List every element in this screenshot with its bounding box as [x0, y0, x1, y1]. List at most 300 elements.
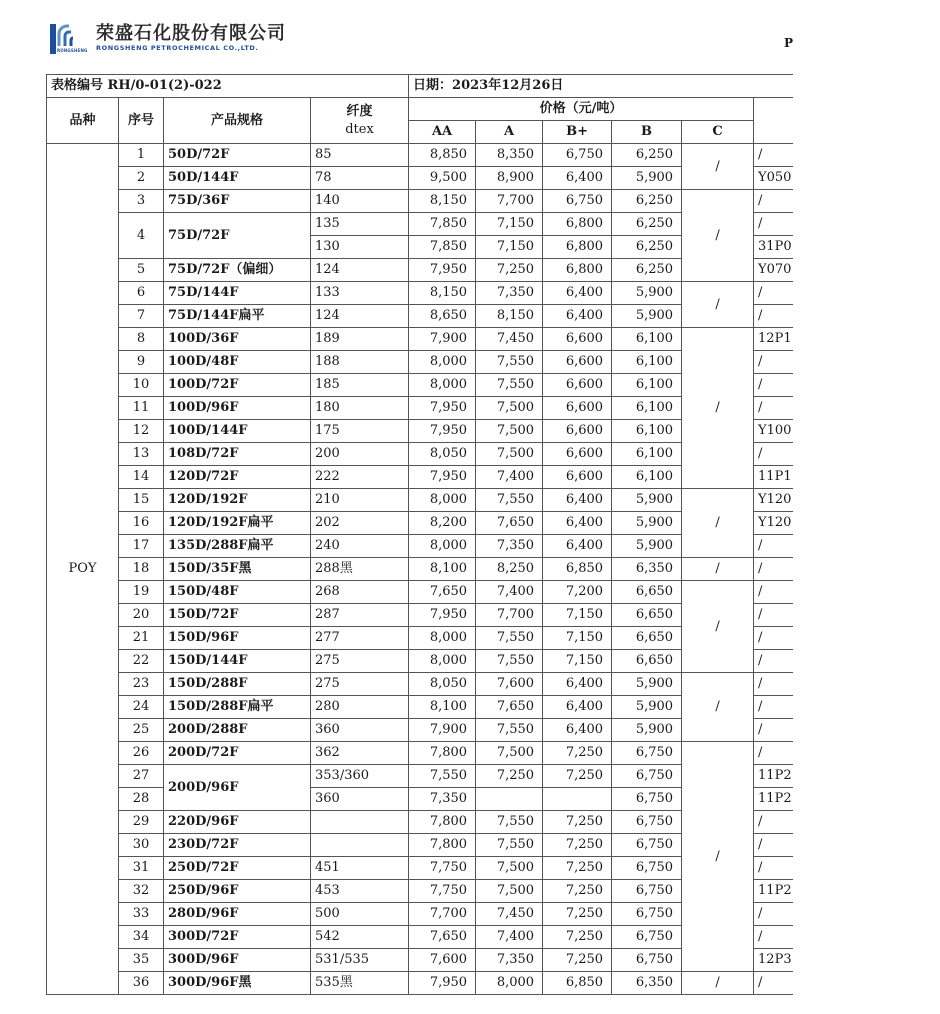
price-aa-cell: 7,950	[409, 397, 476, 420]
seq-cell: 25	[119, 719, 164, 742]
table-row	[47, 811, 793, 834]
table-row	[47, 627, 793, 650]
spec-cell: 300D/72F	[164, 926, 311, 949]
spec-cell: 75D/72F	[164, 213, 311, 259]
price-a-cell: 7,650	[476, 696, 543, 719]
dtex-cell: 268	[311, 581, 409, 604]
price-aa-cell: 7,800	[409, 811, 476, 834]
price-aa-cell: 8,100	[409, 558, 476, 581]
dtex-cell: 200	[311, 443, 409, 466]
price-aa-cell: 7,850	[409, 213, 476, 236]
price-aa-cell: 7,750	[409, 880, 476, 903]
price-aa-cell: 8,000	[409, 351, 476, 374]
table-row	[47, 972, 793, 995]
code-cell: /	[754, 742, 793, 765]
spec-cell: 50D/72F	[164, 144, 311, 167]
spec-cell: 250D/96F	[164, 880, 311, 903]
price-bplus-cell: 6,600	[543, 466, 612, 489]
seq-cell: 35	[119, 949, 164, 972]
price-bplus-cell: 6,750	[543, 190, 612, 213]
price-bplus-cell: 6,400	[543, 305, 612, 328]
price-aa-cell: 8,850	[409, 144, 476, 167]
code-cell: 11P2	[754, 788, 793, 811]
seq-cell: 31	[119, 857, 164, 880]
form-number: 表格编号 RH/0-01(2)-022	[47, 75, 409, 98]
table-row	[47, 834, 793, 857]
price-a-cell: 8,250	[476, 558, 543, 581]
dtex-cell: 180	[311, 397, 409, 420]
price-b-cell: 6,100	[612, 328, 682, 351]
page-mark: P	[784, 36, 794, 50]
price-a-cell: 7,450	[476, 328, 543, 351]
price-bplus-cell: 6,600	[543, 420, 612, 443]
dtex-cell: 360	[311, 788, 409, 811]
seq-cell: 32	[119, 880, 164, 903]
dtex-cell: 451	[311, 857, 409, 880]
code-cell: /	[754, 972, 793, 995]
price-c-cell: /	[682, 328, 754, 489]
price-a-cell: 7,550	[476, 811, 543, 834]
price-a-cell: 8,150	[476, 305, 543, 328]
table-row	[47, 903, 793, 926]
table-row	[47, 788, 793, 811]
price-aa-cell: 7,350	[409, 788, 476, 811]
price-bplus-cell: 7,250	[543, 903, 612, 926]
table-row	[47, 719, 793, 742]
spec-cell: 200D/72F	[164, 742, 311, 765]
dtex-cell: 135	[311, 213, 409, 236]
table-row	[47, 535, 793, 558]
price-bplus-cell: 7,150	[543, 627, 612, 650]
price-b-cell: 6,750	[612, 765, 682, 788]
dtex-cell: 362	[311, 742, 409, 765]
seq-cell: 14	[119, 466, 164, 489]
price-c-cell: /	[682, 489, 754, 558]
price-a-cell: 7,250	[476, 259, 543, 282]
price-bplus-cell: 6,850	[543, 558, 612, 581]
price-a-cell: 7,450	[476, 903, 543, 926]
seq-cell: 27	[119, 765, 164, 788]
code-cell: /	[754, 650, 793, 673]
price-bplus-cell: 6,400	[543, 719, 612, 742]
spec-cell: 300D/96F	[164, 949, 311, 972]
code-cell: /	[754, 926, 793, 949]
company-name-cn: 荣盛石化股份有限公司	[96, 23, 286, 44]
price-b-cell: 6,100	[612, 397, 682, 420]
dtex-cell: 542	[311, 926, 409, 949]
price-b-cell: 6,750	[612, 949, 682, 972]
price-a-cell: 7,500	[476, 397, 543, 420]
code-cell: /	[754, 903, 793, 926]
seq-cell: 28	[119, 788, 164, 811]
seq-cell: 3	[119, 190, 164, 213]
table-row	[47, 167, 793, 190]
price-b-cell: 6,250	[612, 144, 682, 167]
price-table	[46, 74, 793, 995]
spec-cell: 100D/144F	[164, 420, 311, 443]
col-grade-b: B	[612, 121, 682, 144]
seq-cell: 9	[119, 351, 164, 374]
seq-cell: 12	[119, 420, 164, 443]
price-bplus-cell: 7,250	[543, 765, 612, 788]
spec-cell: 150D/144F	[164, 650, 311, 673]
code-cell: 31P0	[754, 236, 793, 259]
table-row	[47, 351, 793, 374]
table-row	[47, 420, 793, 443]
code-cell: /	[754, 213, 793, 236]
dtex-cell: 275	[311, 673, 409, 696]
price-a-cell: 7,500	[476, 857, 543, 880]
price-c-cell: /	[682, 972, 754, 995]
seq-cell: 6	[119, 282, 164, 305]
spec-cell: 100D/96F	[164, 397, 311, 420]
price-a-cell: 7,550	[476, 719, 543, 742]
price-bplus-cell: 6,600	[543, 443, 612, 466]
code-cell: /	[754, 558, 793, 581]
dtex-cell: 531/535	[311, 949, 409, 972]
price-bplus-cell	[543, 788, 612, 811]
price-aa-cell: 8,150	[409, 282, 476, 305]
price-a-cell: 7,400	[476, 581, 543, 604]
code-cell: /	[754, 535, 793, 558]
table-row	[47, 374, 793, 397]
price-aa-cell: 7,700	[409, 903, 476, 926]
spec-cell: 75D/36F	[164, 190, 311, 213]
table-row	[47, 604, 793, 627]
table-row	[47, 466, 793, 489]
price-a-cell: 7,350	[476, 535, 543, 558]
price-bplus-cell: 6,800	[543, 236, 612, 259]
table-row	[47, 650, 793, 673]
spec-cell: 200D/288F	[164, 719, 311, 742]
seq-cell: 23	[119, 673, 164, 696]
code-cell: /	[754, 282, 793, 305]
seq-cell: 26	[119, 742, 164, 765]
col-dtex: 纤度 dtex	[311, 98, 409, 144]
price-aa-cell: 7,800	[409, 742, 476, 765]
seq-cell: 7	[119, 305, 164, 328]
dtex-cell: 124	[311, 305, 409, 328]
price-a-cell: 7,150	[476, 213, 543, 236]
price-bplus-cell: 6,400	[543, 282, 612, 305]
price-bplus-cell: 6,600	[543, 374, 612, 397]
seq-cell: 19	[119, 581, 164, 604]
price-a-cell: 7,550	[476, 650, 543, 673]
price-a-cell: 7,500	[476, 420, 543, 443]
price-b-cell: 5,900	[612, 696, 682, 719]
spec-cell: 220D/96F	[164, 811, 311, 834]
price-bplus-cell: 7,250	[543, 742, 612, 765]
dtex-cell: 210	[311, 489, 409, 512]
seq-cell: 8	[119, 328, 164, 351]
price-a-cell: 8,350	[476, 144, 543, 167]
price-aa-cell: 8,000	[409, 374, 476, 397]
code-cell: 12P1	[754, 328, 793, 351]
company-logo	[48, 24, 286, 56]
price-bplus-cell: 6,400	[543, 696, 612, 719]
dtex-cell: 280	[311, 696, 409, 719]
col-price-group: 价格（元/吨）	[409, 98, 754, 121]
price-c-cell: /	[682, 581, 754, 673]
seq-cell: 1	[119, 144, 164, 167]
table-row	[47, 443, 793, 466]
price-aa-cell: 8,050	[409, 673, 476, 696]
spec-cell: 120D/192F扁平	[164, 512, 311, 535]
price-a-cell: 7,700	[476, 190, 543, 213]
spec-cell: 200D/96F	[164, 765, 311, 811]
header-row-1	[47, 98, 793, 121]
dtex-cell: 85	[311, 144, 409, 167]
price-bplus-cell: 6,850	[543, 972, 612, 995]
price-bplus-cell: 6,400	[543, 535, 612, 558]
seq-cell: 24	[119, 696, 164, 719]
price-aa-cell: 7,950	[409, 604, 476, 627]
code-cell: /	[754, 719, 793, 742]
dtex-cell: 133	[311, 282, 409, 305]
spec-cell: 108D/72F	[164, 443, 311, 466]
table-row	[47, 742, 793, 765]
code-cell: /	[754, 443, 793, 466]
table-row	[47, 949, 793, 972]
price-b-cell: 6,100	[612, 420, 682, 443]
price-b-cell: 6,350	[612, 972, 682, 995]
code-cell: /	[754, 673, 793, 696]
price-b-cell: 5,900	[612, 535, 682, 558]
price-aa-cell: 8,150	[409, 190, 476, 213]
price-aa-cell: 8,050	[409, 443, 476, 466]
price-bplus-cell: 7,150	[543, 650, 612, 673]
code-cell: /	[754, 305, 793, 328]
price-b-cell: 5,900	[612, 489, 682, 512]
variety-cell: POY	[47, 144, 119, 995]
price-aa-cell: 8,200	[409, 512, 476, 535]
price-aa-cell: 8,000	[409, 489, 476, 512]
price-bplus-cell: 6,400	[543, 489, 612, 512]
price-bplus-cell: 6,400	[543, 673, 612, 696]
dtex-cell: 240	[311, 535, 409, 558]
price-b-cell: 6,750	[612, 926, 682, 949]
dtex-cell: 360	[311, 719, 409, 742]
price-a-cell: 7,550	[476, 834, 543, 857]
code-cell: /	[754, 190, 793, 213]
dtex-cell: 202	[311, 512, 409, 535]
code-cell: Y100	[754, 420, 793, 443]
price-b-cell: 6,750	[612, 834, 682, 857]
seq-cell: 5	[119, 259, 164, 282]
seq-cell: 34	[119, 926, 164, 949]
spec-cell: 280D/96F	[164, 903, 311, 926]
price-b-cell: 5,900	[612, 719, 682, 742]
price-a-cell: 7,500	[476, 742, 543, 765]
price-a-cell: 7,550	[476, 627, 543, 650]
price-b-cell: 6,100	[612, 466, 682, 489]
price-aa-cell: 8,100	[409, 696, 476, 719]
price-b-cell: 6,750	[612, 857, 682, 880]
seq-cell: 10	[119, 374, 164, 397]
table-row	[47, 489, 793, 512]
form-date: 日期：2023年12月26日	[409, 75, 793, 98]
table-row	[47, 397, 793, 420]
price-b-cell: 5,900	[612, 512, 682, 535]
price-b-cell: 6,650	[612, 581, 682, 604]
price-aa-cell: 8,650	[409, 305, 476, 328]
table-row	[47, 558, 793, 581]
spec-cell: 75D/144F扁平	[164, 305, 311, 328]
price-b-cell: 5,900	[612, 282, 682, 305]
dtex-cell: 453	[311, 880, 409, 903]
table-row	[47, 673, 793, 696]
price-b-cell: 5,900	[612, 305, 682, 328]
table-row	[47, 880, 793, 903]
col-grade-a: A	[476, 121, 543, 144]
code-cell: 11P2	[754, 880, 793, 903]
price-a-cell: 7,250	[476, 765, 543, 788]
spec-cell: 120D/72F	[164, 466, 311, 489]
price-b-cell: 6,250	[612, 259, 682, 282]
price-a-cell: 7,550	[476, 351, 543, 374]
price-c-cell: /	[682, 673, 754, 742]
price-b-cell: 6,100	[612, 351, 682, 374]
col-grade-c: C	[682, 121, 754, 144]
spec-cell: 150D/35F黑	[164, 558, 311, 581]
spec-cell: 50D/144F	[164, 167, 311, 190]
code-cell: /	[754, 696, 793, 719]
price-aa-cell: 7,600	[409, 949, 476, 972]
price-aa-cell: 8,000	[409, 650, 476, 673]
price-a-cell: 7,550	[476, 489, 543, 512]
table-row	[47, 857, 793, 880]
price-bplus-cell: 7,250	[543, 949, 612, 972]
table-row	[47, 696, 793, 719]
price-aa-cell: 8,000	[409, 535, 476, 558]
price-aa-cell: 7,800	[409, 834, 476, 857]
dtex-cell: 124	[311, 259, 409, 282]
price-a-cell: 8,900	[476, 167, 543, 190]
price-a-cell: 7,600	[476, 673, 543, 696]
dtex-cell: 78	[311, 167, 409, 190]
price-b-cell: 6,250	[612, 213, 682, 236]
dtex-cell: 188	[311, 351, 409, 374]
price-bplus-cell: 6,800	[543, 259, 612, 282]
spec-cell: 150D/72F	[164, 604, 311, 627]
col-grade-aa: AA	[409, 121, 476, 144]
table-row	[47, 282, 793, 305]
seq-cell: 21	[119, 627, 164, 650]
table-row	[47, 305, 793, 328]
price-b-cell: 6,100	[612, 443, 682, 466]
price-aa-cell: 7,950	[409, 420, 476, 443]
seq-cell: 15	[119, 489, 164, 512]
price-bplus-cell: 7,250	[543, 811, 612, 834]
code-cell: Y120	[754, 512, 793, 535]
price-b-cell: 5,900	[612, 167, 682, 190]
price-aa-cell: 7,650	[409, 926, 476, 949]
price-a-cell: 7,350	[476, 282, 543, 305]
price-b-cell: 6,650	[612, 627, 682, 650]
price-bplus-cell: 6,400	[543, 512, 612, 535]
spec-cell: 230D/72F	[164, 834, 311, 857]
code-cell: /	[754, 604, 793, 627]
col-seq: 序号	[119, 98, 164, 144]
price-c-cell: /	[682, 282, 754, 328]
price-b-cell: 6,350	[612, 558, 682, 581]
price-b-cell: 6,250	[612, 236, 682, 259]
price-bplus-cell: 6,600	[543, 397, 612, 420]
dtex-cell	[311, 811, 409, 834]
price-a-cell: 7,400	[476, 926, 543, 949]
table-row	[47, 926, 793, 949]
price-aa-cell: 7,950	[409, 972, 476, 995]
code-cell: 11P2	[754, 765, 793, 788]
price-bplus-cell: 7,250	[543, 834, 612, 857]
price-bplus-cell: 6,800	[543, 213, 612, 236]
price-bplus-cell: 7,250	[543, 926, 612, 949]
code-cell: /	[754, 627, 793, 650]
table-row	[47, 581, 793, 604]
dtex-cell: 535黑	[311, 972, 409, 995]
price-bplus-cell: 7,150	[543, 604, 612, 627]
code-cell: /	[754, 374, 793, 397]
dtex-cell: 353/360	[311, 765, 409, 788]
price-aa-cell: 7,550	[409, 765, 476, 788]
spec-cell: 100D/72F	[164, 374, 311, 397]
logo-mark-icon: RONGSHENG	[48, 24, 92, 56]
price-b-cell: 5,900	[612, 673, 682, 696]
seq-cell: 20	[119, 604, 164, 627]
price-a-cell: 8,000	[476, 972, 543, 995]
seq-cell: 2	[119, 167, 164, 190]
price-bplus-cell: 6,600	[543, 328, 612, 351]
seq-cell: 4	[119, 213, 164, 259]
form-info-row	[47, 75, 793, 98]
spec-cell: 150D/48F	[164, 581, 311, 604]
seq-cell: 30	[119, 834, 164, 857]
spec-cell: 100D/48F	[164, 351, 311, 374]
table-row	[47, 328, 793, 351]
code-cell: /	[754, 581, 793, 604]
dtex-cell: 288黑	[311, 558, 409, 581]
price-a-cell	[476, 788, 543, 811]
table-row	[47, 213, 793, 236]
dtex-cell: 500	[311, 903, 409, 926]
code-cell: /	[754, 834, 793, 857]
spec-cell: 100D/36F	[164, 328, 311, 351]
price-b-cell: 6,750	[612, 788, 682, 811]
price-c-cell: /	[682, 144, 754, 190]
dtex-cell: 287	[311, 604, 409, 627]
price-a-cell: 7,350	[476, 949, 543, 972]
spec-cell: 150D/96F	[164, 627, 311, 650]
seq-cell: 18	[119, 558, 164, 581]
price-bplus-cell: 6,600	[543, 351, 612, 374]
code-cell: 12P3	[754, 949, 793, 972]
price-aa-cell: 7,950	[409, 259, 476, 282]
price-bplus-cell: 7,250	[543, 880, 612, 903]
seq-cell: 13	[119, 443, 164, 466]
code-cell: /	[754, 857, 793, 880]
price-a-cell: 7,400	[476, 466, 543, 489]
price-aa-cell: 7,850	[409, 236, 476, 259]
dtex-cell: 175	[311, 420, 409, 443]
price-bplus-cell: 6,750	[543, 144, 612, 167]
spec-cell: 300D/96F黑	[164, 972, 311, 995]
code-cell: /	[754, 397, 793, 420]
price-b-cell: 6,750	[612, 811, 682, 834]
price-a-cell: 7,150	[476, 236, 543, 259]
dtex-cell: 222	[311, 466, 409, 489]
seq-cell: 17	[119, 535, 164, 558]
code-cell: Y070	[754, 259, 793, 282]
